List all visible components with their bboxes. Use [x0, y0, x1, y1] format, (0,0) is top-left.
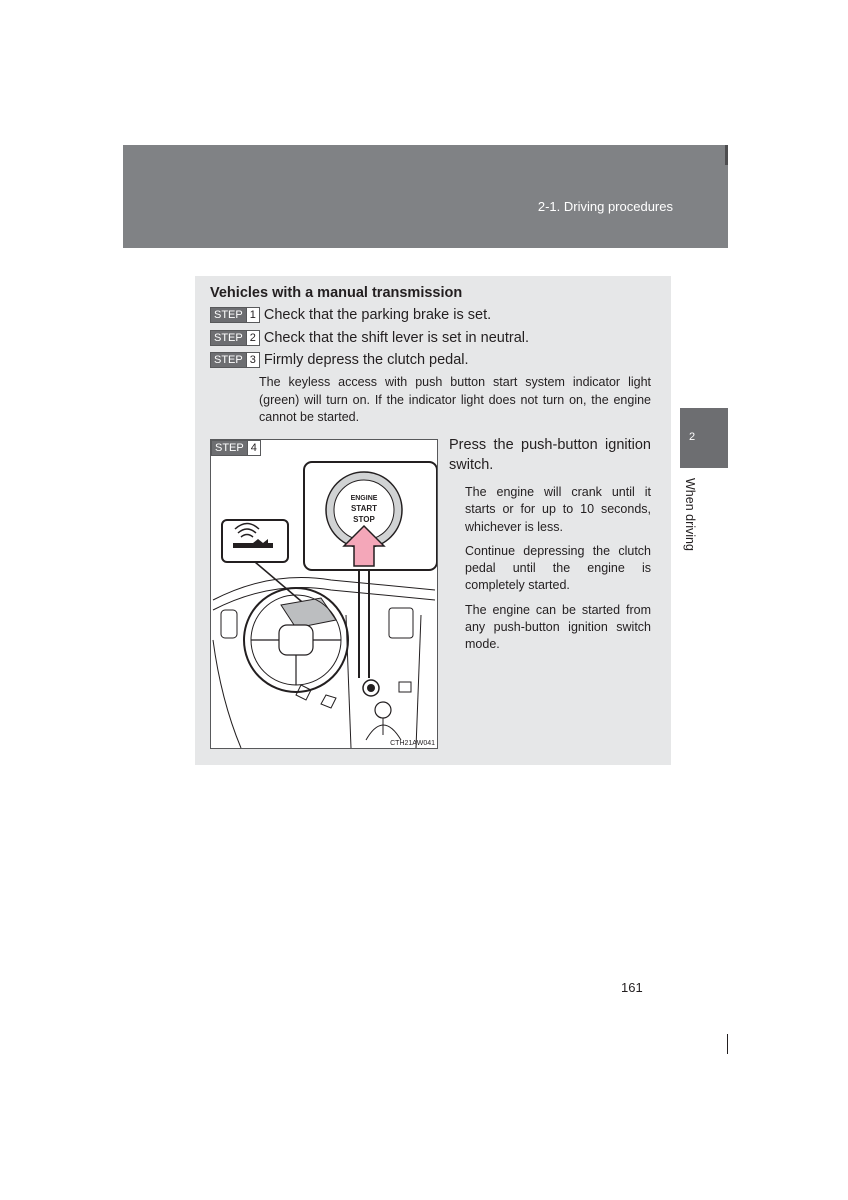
- ignition-illustration: [210, 439, 438, 749]
- page-number: 161: [621, 980, 643, 995]
- step-badge: STEP 2: [210, 330, 260, 346]
- dashboard-drawing: [211, 440, 437, 748]
- chapter-number: 2: [689, 431, 696, 443]
- box-title: Vehicles with a manual transmission: [210, 285, 463, 301]
- button-label-line-3: STOP: [353, 515, 375, 524]
- shift-knob: [375, 702, 391, 718]
- section-title: 2-1. Driving procedures: [537, 199, 673, 214]
- button-label-line-2: START: [350, 504, 378, 513]
- pedal: [321, 695, 336, 708]
- footer-edge-mark: [727, 1034, 728, 1054]
- step-badge: STEP 1: [210, 307, 260, 323]
- step-4-note: The engine can be started from any push-button ignition switch mode.: [465, 602, 651, 652]
- procedure-box: [195, 276, 671, 765]
- step-3: [210, 351, 469, 369]
- step-4-text: Press the push-button ignition switch.: [449, 437, 651, 473]
- illustration-code: CTH21AW041: [390, 740, 435, 747]
- step-text: Check that the parking brake is set.: [263, 307, 492, 323]
- vent: [389, 608, 413, 638]
- button-label-line-1: ENGINE: [350, 495, 378, 502]
- step-text: Check that the shift lever is set in neutral.: [263, 330, 530, 346]
- step-4-note: The engine will crank until it starts or for up to 10 seconds, whichever is less.: [465, 485, 651, 534]
- step-4-note: Continue depressing the clutch pedal until the engine is completely started.: [465, 543, 651, 593]
- step-4-notes: [465, 484, 651, 661]
- indicator-note: The keyless access with push button start system indicator light (green) will turn on. If the indicator light does not turn on, the engine cannot be started.: [259, 375, 651, 424]
- header-edge-mark: [725, 145, 728, 165]
- steering-hub: [279, 625, 313, 655]
- chapter-label: When driving: [683, 478, 697, 551]
- step-1: [210, 306, 491, 324]
- instrument-cluster: [281, 598, 336, 628]
- step-badge: STEP 4: [211, 440, 261, 456]
- chapter-tab: [680, 408, 728, 468]
- step-badge: STEP 3: [210, 352, 260, 368]
- chapter-header: [123, 145, 728, 248]
- vent: [221, 610, 237, 638]
- step-text: Firmly depress the clutch pedal.: [263, 352, 469, 368]
- step-2: [210, 329, 529, 347]
